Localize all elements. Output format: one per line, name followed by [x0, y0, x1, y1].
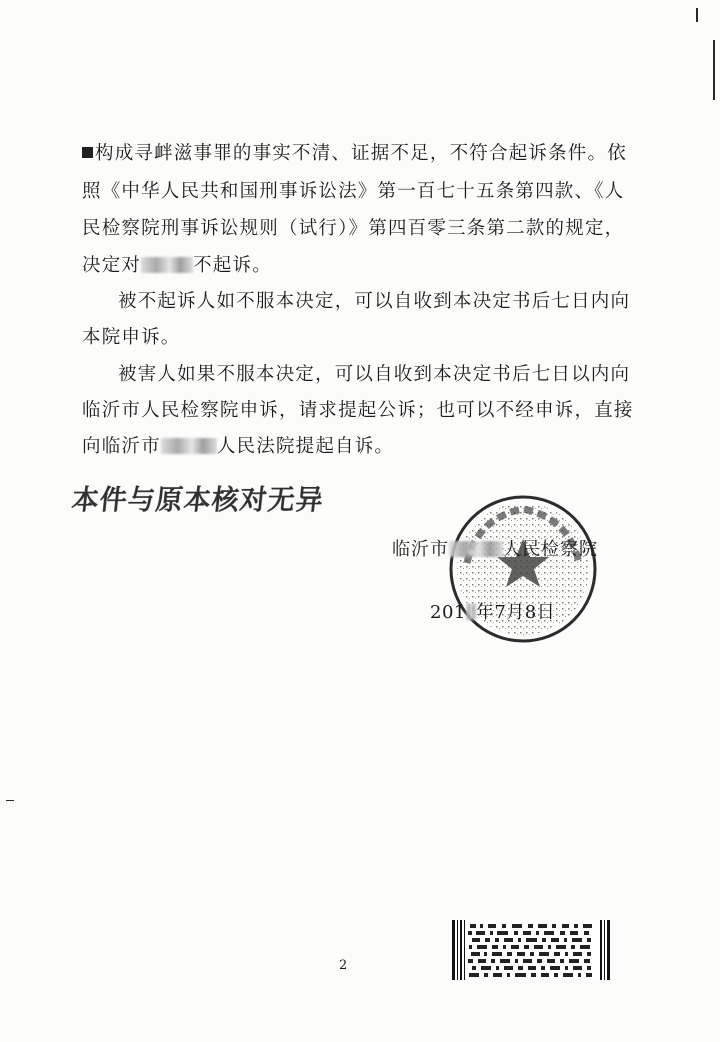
body-line-3: 民检察院刑事诉讼规则（试行）》第四百零三条第二款的规定，	[82, 218, 625, 239]
copy-verification-stamp: 本件与原本核对无异	[70, 485, 326, 516]
signature-line: 临沂市 人民检察院	[392, 539, 598, 560]
body-line-8: 临沂市人民检察院申诉，请求提起公诉；也可以不经申诉，直接	[82, 400, 634, 421]
document-date: 201 年7月8日	[430, 602, 556, 623]
redacted-district	[161, 438, 217, 454]
scan-mark	[713, 40, 715, 100]
scan-mark	[696, 8, 698, 22]
page-number: 2	[339, 958, 348, 973]
scan-mark	[6, 800, 14, 801]
redacted-district	[449, 541, 503, 557]
redacted-digit	[466, 604, 476, 620]
body-line-1: 构成寻衅滋事罪的事实不清、证据不足，不符合起诉条件。依	[82, 142, 622, 166]
body-line-6: 本院申诉。	[82, 327, 181, 348]
body-line-2: 照《中华人民共和国刑事诉讼法》第一百七十五条第四款、《人	[82, 181, 625, 202]
body-line-5: 被不起诉人如不服本决定，可以自收到本决定书后七日内向	[118, 291, 631, 312]
redaction-mark	[82, 147, 93, 158]
body-line-4: 决定对 不起诉。	[82, 255, 272, 276]
barcode	[452, 920, 612, 980]
body-line-9: 向临沂市 人民法院提起自诉。	[82, 436, 395, 457]
redacted-name	[141, 257, 193, 273]
body-line-7: 被害人如果不服本决定，可以自收到本决定书后七日以内向	[118, 364, 631, 385]
